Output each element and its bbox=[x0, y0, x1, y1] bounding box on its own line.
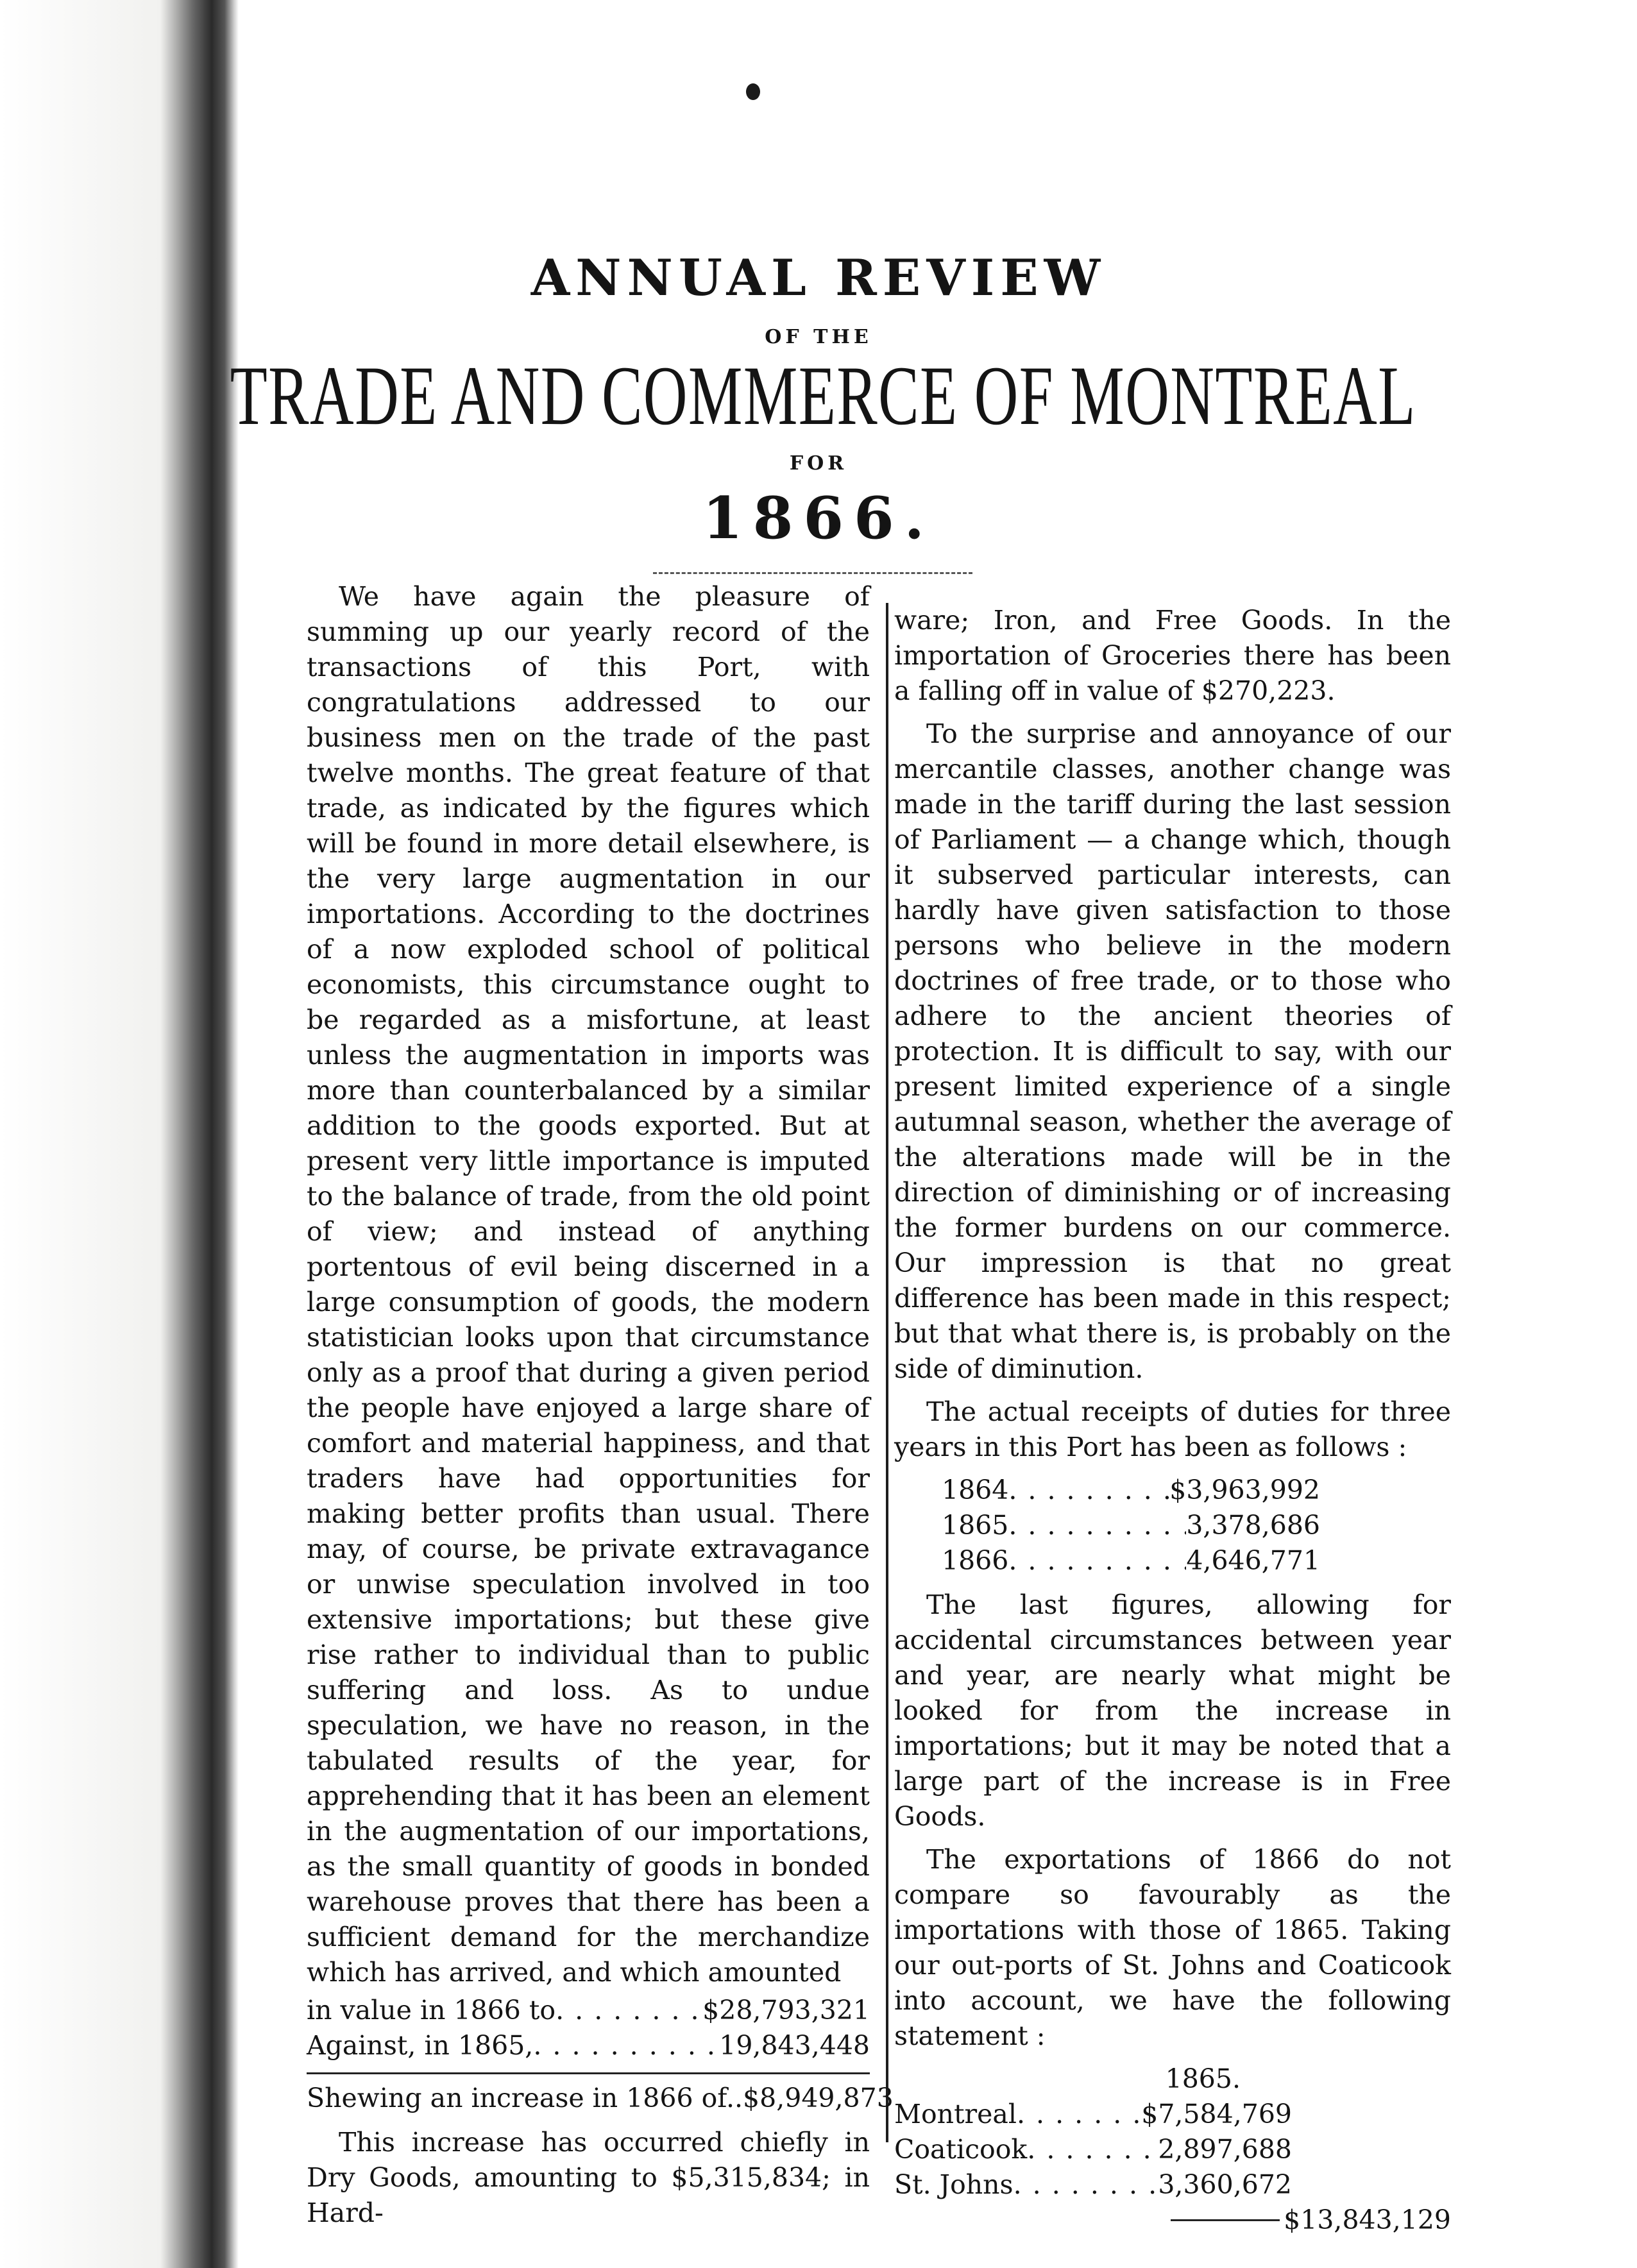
right-paragraph-3: The actual receipts of duties for three years in this Port has been as follows : bbox=[894, 1396, 1451, 1462]
import-1865-value: 19,843,448 bbox=[719, 2030, 870, 2061]
exports-total-row bbox=[894, 2203, 1451, 2238]
increase-row bbox=[307, 2081, 894, 2116]
leader-dots bbox=[1017, 2097, 1141, 2132]
import-1865-row bbox=[307, 2028, 870, 2063]
total-rule bbox=[1171, 2219, 1280, 2221]
ink-dot bbox=[746, 83, 760, 100]
exports-amount: 3,360,672 bbox=[1158, 2169, 1292, 2200]
title-for: FOR bbox=[789, 452, 848, 475]
exports-port: Coaticook bbox=[894, 2134, 1028, 2165]
leader-dots bbox=[556, 1993, 702, 2028]
exports-row bbox=[894, 2097, 1292, 2132]
import-1866-value: $28,793,321 bbox=[702, 1995, 870, 2026]
duties-year: 1864 bbox=[942, 1475, 1009, 1505]
import-1866-label: in value in 1866 to bbox=[307, 1995, 556, 2026]
increase-value: $8,949,873 bbox=[743, 2083, 894, 2113]
leader-dots bbox=[533, 2028, 719, 2063]
right-paragraph-1: ware; Iron, and Free Goods. In the importation of Groceries there has been a falling off in value of $270,223. bbox=[894, 605, 1451, 706]
left-paragraph-1: We have again the pleasure of summing up our yearly record of the transactions of this Port, with congratulations addressed to our business men on the trade of the past twelve months. The great feature of that trade, as indicated by the figures which will be found in more detail elsewhere, is the very large augmentation in our importations. According to the doctrines of a now exploded school of political economists, this circumstance ought to be regarded as a misfortune, at least unless the augmentation in imports was more than counterbalanced by a similar addition to the goods exported. But at present very little importance is imputed to the balance of trade, from the old point of view; and instead of anything portentous of evil being discerned in a large consumption of goods, the modern statistician looks upon that circumstance only as a proof that during a given period the people have enjoyed a large share of comfort and material happiness, and that traders have had opportunities for making better profits than usual. There may, of course, be private extravagance or unwise speculation involved in too extensive importations; but these give rise rather to individual than to public suffering and loss. As to undue speculation, we have no reason, in the tabulated results of the year, for apprehending that it has been an element in the augmentation of our importations, as the small quantity of goods in bonded warehouse proves that there has been a sufficient demand for the merchandize which has arrived, and which amounted bbox=[307, 581, 870, 1988]
exports-amount: $7,584,769 bbox=[1141, 2099, 1292, 2129]
exports-row bbox=[894, 2132, 1292, 2167]
left-paragraph-2: This increase has occurred chiefly in Dry Goods, amounting to $5,315,834; in Hard- bbox=[307, 2127, 870, 2228]
right-paragraph-5: The exportations of 1866 do not compare so favourably as the importations with those of 1865. Taking our out-ports of St. Johns and Coaticook into account, we have the following statement : bbox=[894, 1844, 1451, 2051]
leader-dots bbox=[1008, 1543, 1186, 1578]
leader-dots bbox=[1008, 1473, 1169, 1508]
leader-dots bbox=[1014, 2167, 1158, 2203]
exports-port: Montreal bbox=[894, 2099, 1017, 2129]
duties-row bbox=[942, 1508, 1320, 1543]
leader-dots bbox=[1027, 2132, 1158, 2167]
title-trade-commerce: TRADE AND COMMERCE OF MONTREAL bbox=[230, 348, 1416, 443]
duties-year: 1866 bbox=[942, 1545, 1009, 1576]
duties-row bbox=[942, 1473, 1320, 1508]
exports-year-heading: 1865. bbox=[1165, 2063, 1241, 2094]
column-divider bbox=[886, 603, 888, 2142]
title-of-the: OF THE bbox=[765, 326, 872, 348]
title-year: 1866. bbox=[702, 484, 935, 552]
duties-table bbox=[894, 1473, 1320, 1578]
title-annual-review: ANNUAL REVIEW bbox=[530, 249, 1107, 307]
exports-row bbox=[894, 2167, 1292, 2203]
import-1866-row bbox=[307, 1993, 870, 2028]
exports-table bbox=[894, 2061, 1451, 2238]
duties-amount: 4,646,771 bbox=[1186, 1545, 1320, 1576]
import-1865-label: Against, in 1865, bbox=[307, 2030, 534, 2061]
exports-amount: 2,897,688 bbox=[1158, 2134, 1292, 2165]
duties-amount: $3,963,992 bbox=[1169, 1475, 1320, 1505]
duties-row bbox=[942, 1543, 1320, 1578]
left-column bbox=[307, 579, 894, 2238]
duties-year: 1865 bbox=[942, 1510, 1009, 1541]
sum-rule bbox=[307, 2072, 870, 2074]
duties-amount: 3,378,686 bbox=[1186, 1510, 1320, 1541]
title-divider bbox=[653, 572, 972, 574]
right-paragraph-4: The last figures, allowing for accidental circumstances between year and year, are nearly what might be looked for from the increase in importations; but it may be noted that a large part of the increase is in Free Goods. bbox=[894, 1589, 1451, 1832]
increase-label: Shewing an increase in 1866 of.. bbox=[307, 2083, 743, 2113]
exports-port: St. Johns bbox=[894, 2169, 1014, 2200]
right-paragraph-2: To the surprise and annoyance of our mercantile classes, another change was made in the tariff during the last session of Parliament — a change which, though it subserved particular interests, can hardly have given satisfaction to those persons who believe in the modern doctrines of free trade, or to those who adhere to the ancient theories of protection. It is difficult to say, with our present limited experience of a single autumnal season, whether the average of the alterations made will be in the direction of diminishing or of increasing the former burdens on our commerce. Our impression is that no great difference has been made in this respect; but that what there is, is probably on the side of diminution. bbox=[894, 718, 1451, 1384]
leader-dots bbox=[1008, 1508, 1186, 1543]
exports-total: $13,843,129 bbox=[1284, 2205, 1451, 2235]
right-column bbox=[894, 603, 1451, 2238]
